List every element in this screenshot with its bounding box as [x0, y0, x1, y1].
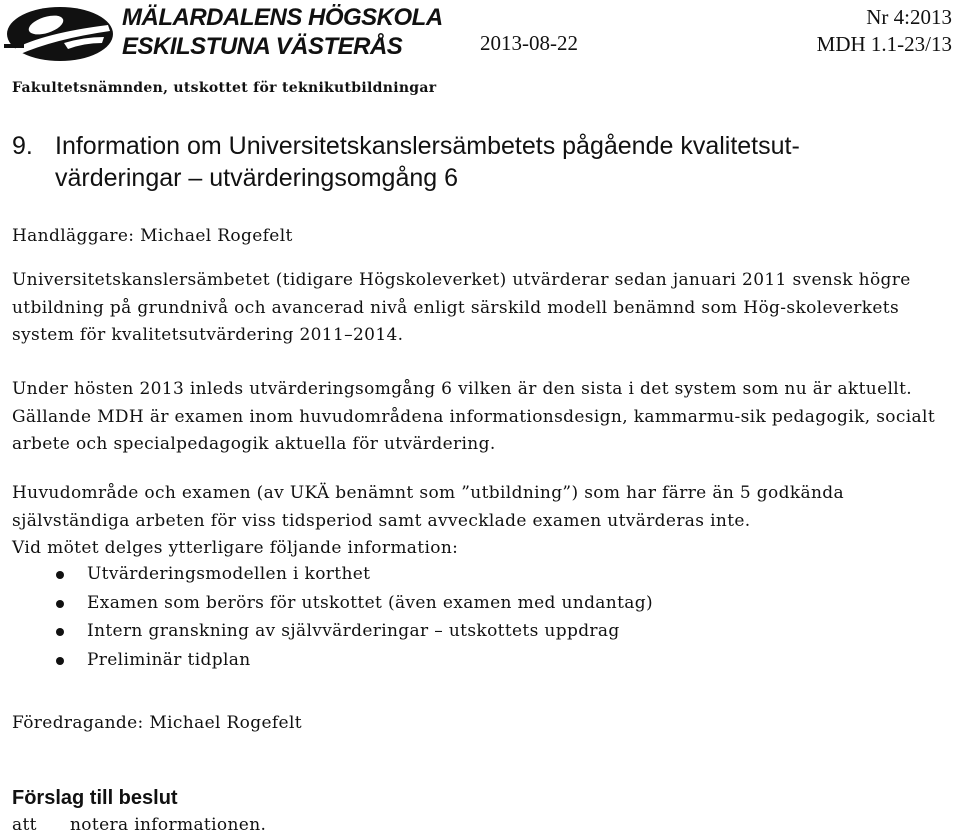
proposal-decision: notera informationen. [70, 815, 267, 835]
document-number: Nr 4:2013 [866, 5, 952, 29]
case-officer: Handläggare: Michael Rogefelt [12, 226, 293, 246]
paragraph-exclusions [12, 480, 952, 563]
bullet-icon [56, 628, 64, 636]
agenda-item-number: 9. [12, 132, 33, 160]
paragraph-exclusions-text: Huvudområde och examen (av UKÄ benämnt som ”utbildning”) som har färre än 5 godkända självständiga arbeten för viss tidsperiod samt avvecklade examen utvärderas inte. [12, 483, 845, 531]
faculty-name: Fakultetsnämnden, utskottet för teknikutbildningar [12, 80, 437, 96]
logo-text-line2: ESKILSTUNA VÄSTERÅS [122, 33, 403, 60]
heading-line-1: Information om Universitetskanslersämbetets pågående kvalitetsut- [55, 132, 800, 160]
bullet-icon [56, 657, 64, 665]
mdh-logo-icon [4, 3, 116, 65]
document-reference: MDH 1.1-23/13 [816, 32, 952, 56]
list-item: Examen som berörs för utskottet (även examen med undantag) [12, 589, 912, 618]
paragraph-background: Universitetskanslersämbetet (tidigare Högskoleverket) utvärderar sedan januari 2011 svensk högre utbildning på grundnivå och avancerad nivå enligt särskild modell benämnd som Hög-skoleverkets system för kvalitetsutvärdering 2011–2014. [12, 270, 911, 345]
logo-text-line1: MÄLARDALENS HÖGSKOLA [122, 4, 443, 31]
paragraph-meeting-info: Vid mötet delges ytterligare följande information: [12, 538, 459, 558]
bullet-list [12, 560, 912, 674]
document-date: 2013-08-22 [480, 31, 578, 55]
bullet-icon [56, 571, 64, 579]
list-item: Intern granskning av självvärderingar – utskottets uppdrag [12, 617, 912, 646]
proposal-heading: Förslag till beslut [12, 787, 178, 809]
document-reference-block [817, 4, 952, 58]
university-logo [4, 3, 443, 65]
list-item: Utvärderingsmodellen i korthet [12, 560, 912, 589]
agenda-item-heading [12, 130, 952, 194]
list-item: Preliminär tidplan [12, 646, 912, 675]
proposal-att: att [12, 815, 37, 835]
proposal-text [12, 812, 266, 839]
bullet-icon [56, 600, 64, 608]
heading-line-2: värderingar – utvärderingsomgång 6 [55, 164, 459, 192]
presenter: Föredragande: Michael Rogefelt [12, 713, 302, 733]
paragraph-round-6: Under hösten 2013 inleds utvärderingsomgång 6 vilken är den sista i det system som nu är aktuellt. Gällande MDH är examen inom huvudområdena informationsdesign, kammarmu-sik pedagogik, socialt arbete och specialpedagogik aktuella för utvärdering. [12, 379, 935, 454]
